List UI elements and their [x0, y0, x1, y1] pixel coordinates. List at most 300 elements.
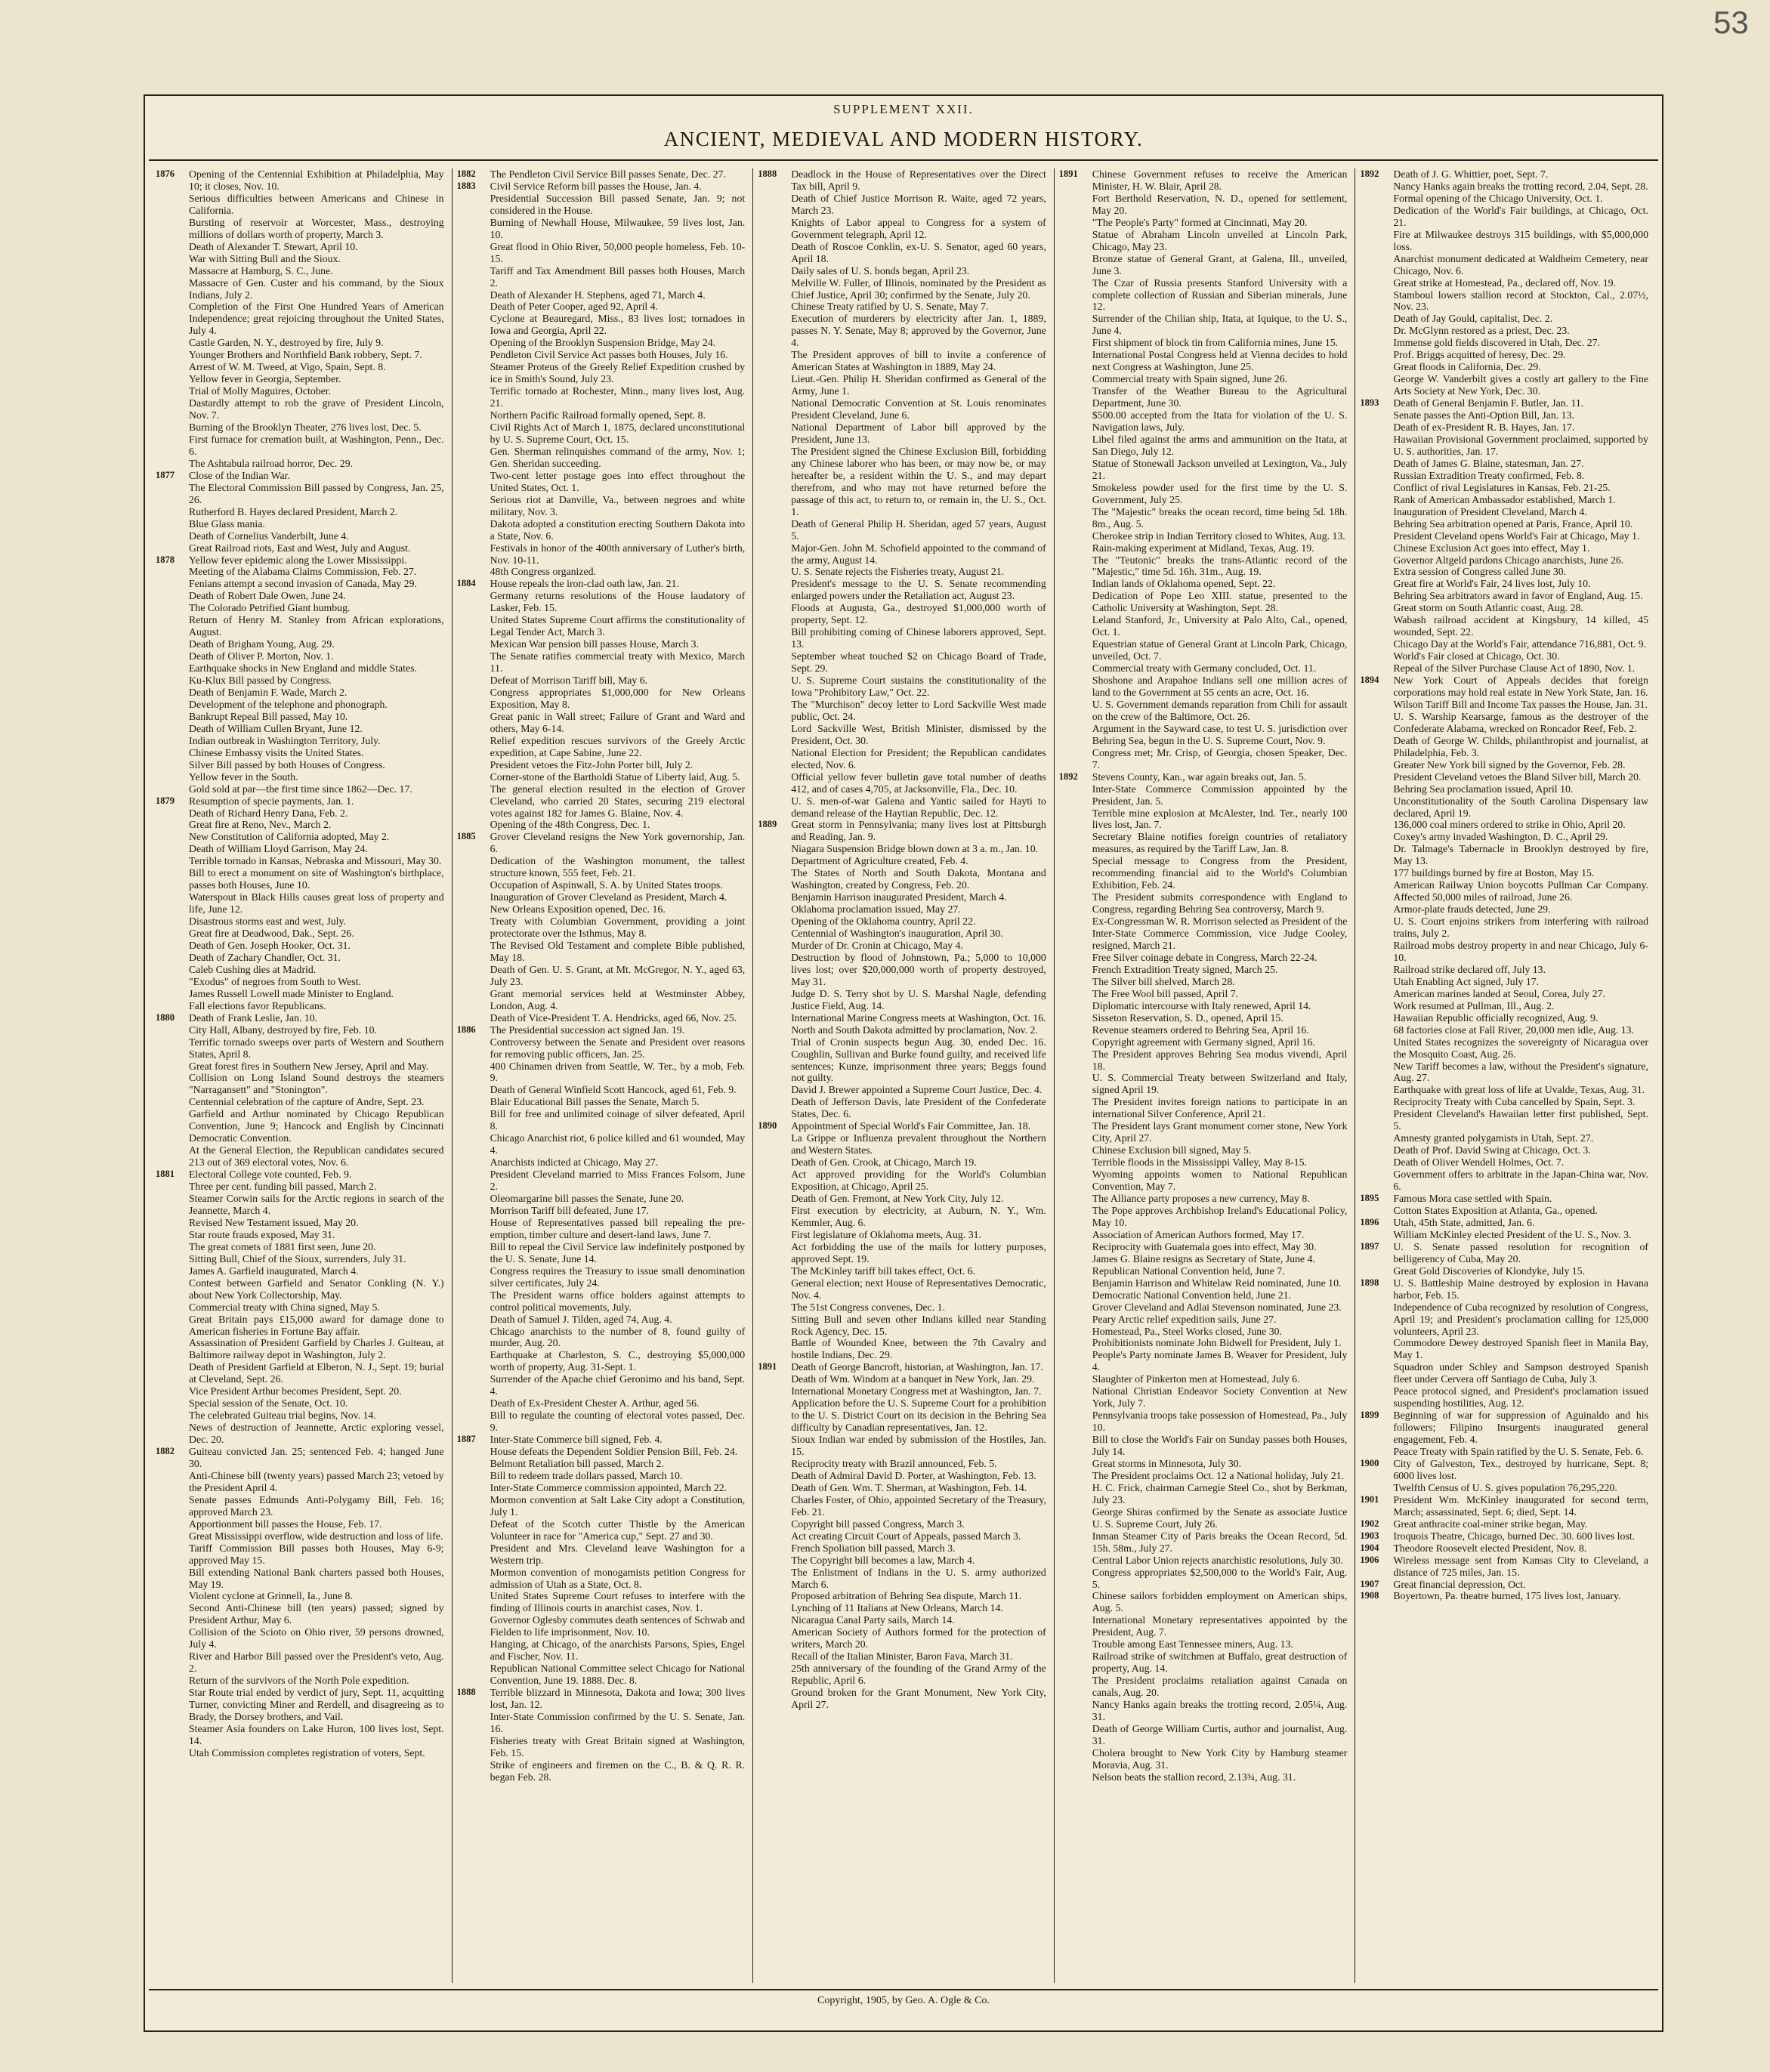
- timeline-entry: [457, 1373, 746, 1397]
- entry-text: Mexican War pension bill passes House, March 3.: [490, 638, 700, 650]
- entry-text: Immense gold fields discovered in Utah, Dec. 27.: [1393, 337, 1600, 349]
- entry-text: President and Mrs. Cleveland leave Washington for a Western trip.: [490, 1542, 746, 1566]
- timeline-entry: [758, 795, 1046, 820]
- entry-text: Chinese Treaty ratified by U. S. Senate, May 7.: [791, 301, 989, 313]
- timeline-entry: [758, 1687, 1046, 1711]
- entry-text: Great forest fires in Southern New Jersey, April and May.: [189, 1060, 429, 1072]
- timeline-entry: [156, 952, 444, 964]
- entry-text: Theodore Roosevelt elected President, Nov. 8.: [1393, 1542, 1587, 1554]
- entry-text: Peace protocol signed, and President's proclamation issued suspending hostilities, Aug. 12.: [1393, 1385, 1648, 1410]
- entry-text: National Department of Labor bill approved by the President, June 13.: [791, 422, 1046, 445]
- timeline-entry: [1360, 229, 1648, 253]
- entry-text: Presidential Succession Bill passed Senate, Jan. 9; not considered in the House.: [490, 192, 746, 216]
- timeline-entry: [1059, 1567, 1348, 1591]
- timeline-entry: [457, 891, 746, 903]
- timeline-entry: [758, 1567, 1046, 1591]
- entry-year: 1887: [456, 1434, 476, 1445]
- entry-text: Repeal of the Silver Purchase Clause Act of 1890, Nov. 1.: [1393, 662, 1636, 675]
- entry-text: The President invites foreign nations to participate in an international Silver Conference, April 21.: [1092, 1096, 1348, 1120]
- timeline-entry: [758, 928, 1046, 940]
- entry-text: National Election for President; the Republican candidates elected, Nov. 6.: [791, 746, 1046, 770]
- entry-text: Democratic National Convention held, June 21.: [1092, 1289, 1292, 1301]
- timeline-entry: [1360, 361, 1648, 373]
- entry-text: Dr. McGlynn restored as a priest, Dec. 23.: [1393, 325, 1570, 337]
- timeline-entry: [156, 361, 444, 373]
- timeline-entry: [457, 1446, 746, 1458]
- entry-text: Gold sold at par—the first time since 1862—Dec. 17.: [189, 783, 412, 795]
- entry-text: Great Gold Discoveries of Klondyke, July 15.: [1393, 1265, 1586, 1277]
- timeline-entry: [156, 1024, 444, 1036]
- entry-text: Armor-plate frauds detected, June 29.: [1393, 903, 1551, 916]
- timeline-entry: [156, 1385, 444, 1397]
- entry-text: Northern Pacific Railroad formally opened, Sept. 8.: [490, 409, 706, 422]
- entry-text: H. C. Frick, chairman Carnegie Steel Co., shot by Berkman, July 23.: [1092, 1481, 1348, 1505]
- timeline-entry: [1059, 891, 1348, 916]
- entry-text: Extra session of Congress called June 30.: [1393, 566, 1567, 578]
- timeline-entry: [1360, 988, 1648, 1000]
- entry-year: 1878: [156, 554, 175, 565]
- timeline-entry: [758, 1314, 1046, 1338]
- entry-year: 1898: [1360, 1277, 1379, 1288]
- timeline-entry: [457, 1241, 746, 1265]
- entry-text: Dedication of Pope Leo XIII. statue, presented to the Catholic University at Washington, Sept. 28.: [1092, 590, 1348, 614]
- timeline-entry: [758, 1626, 1046, 1650]
- timeline-entry: [156, 771, 444, 783]
- entry-text: Great Britain pays £15,000 award for damage done to American fisheries in Fortune Bay affair.: [189, 1313, 444, 1337]
- timeline-entry: [758, 349, 1046, 373]
- timeline-entry: [156, 891, 444, 916]
- timeline-entry: [1360, 1458, 1648, 1482]
- timeline-entry: [156, 1397, 444, 1410]
- timeline-entry: [758, 313, 1046, 349]
- timeline-entry: [1360, 1156, 1648, 1169]
- timeline-entry: [758, 1458, 1046, 1470]
- timeline-entry: [758, 867, 1046, 891]
- timeline-entry: [1360, 422, 1648, 434]
- timeline-entry: [758, 675, 1046, 699]
- timeline-entry: [1059, 1314, 1348, 1326]
- entry-text: Hawaiian Provisional Government proclaimed, supported by U. S. authorities, Jan. 17.: [1393, 433, 1648, 457]
- entry-text: Sisseton Reservation, S. D., opened, April 15.: [1092, 1011, 1283, 1024]
- entry-text: U. S. Senate rejects the Fisheries treaty, August 21.: [791, 566, 1005, 578]
- entry-text: La Grippe or Influenza prevalent throughout the Northern and Western States.: [791, 1132, 1046, 1156]
- entry-text: Star route frauds exposed, May 31.: [189, 1228, 335, 1240]
- timeline-entry: [457, 1759, 746, 1783]
- entry-text: Death of George Bancroft, historian, at Washington, Jan. 17.: [791, 1361, 1043, 1373]
- timeline-entry: [457, 217, 746, 241]
- entry-text: Coxey's army invaded Washington, D. C., April 29.: [1393, 831, 1608, 843]
- entry-text: The President proclaims retaliation against Canada on canals, Aug. 20.: [1092, 1675, 1348, 1699]
- timeline-entry: [156, 723, 444, 735]
- entry-text: International Marine Congress meets at Washington, Oct. 16.: [791, 1011, 1046, 1024]
- entry-year: 1896: [1360, 1216, 1379, 1227]
- entry-text: Deadlock in the House of Representatives over the Direct Tax bill, April 9.: [791, 168, 1046, 192]
- entry-text: The President submits correspondence with England to Congress, regarding Behring Sea controversy, March 9.: [1092, 891, 1348, 916]
- timeline-entry: [156, 482, 444, 506]
- timeline-entry: [156, 1108, 444, 1144]
- entry-text: Fire at Milwaukee destroys 315 buildings, with $5,000,000 loss.: [1393, 228, 1648, 252]
- entry-text: Copyright bill passed Congress, March 3.: [791, 1518, 965, 1530]
- entry-year: 1893: [1360, 397, 1379, 409]
- entry-text: Libel filed against the arms and ammunition on the Itata, at San Diego, July 12.: [1092, 433, 1348, 457]
- entry-text: Surrender of the Chilian ship, Itata, at Iquique, to the U. S., June 4.: [1092, 313, 1348, 337]
- entry-text: Death of Vice-President T. A. Hendricks, aged 66, Nov. 25.: [490, 1011, 737, 1024]
- timeline-entry: [758, 1241, 1046, 1265]
- timeline-entry: [758, 1084, 1046, 1096]
- entry-text: President vetoes the Fitz-John Porter bill, July 2.: [490, 758, 693, 770]
- timeline-entry: [156, 193, 444, 217]
- entry-text: Argument in the Sayward case, to test U. S. jurisdiction over Behring Sea, begun in the U. S. Supreme Court, Nov. 9.: [1092, 722, 1348, 746]
- timeline-entry: [156, 638, 444, 650]
- timeline-entry: [156, 1494, 444, 1518]
- entry-text: Electoral College vote counted, Feb. 9.: [189, 1169, 352, 1181]
- timeline-entry: [1360, 349, 1648, 361]
- entry-text: U. S. men-of-war Galena and Yantic sailed for Hayti to demand release of the Haytian Republic, Dec. 12.: [791, 795, 1046, 819]
- entry-text: Great fire at World's Fair, 24 lives lost, July 10.: [1393, 578, 1591, 590]
- timeline-entry: [156, 1446, 444, 1470]
- entry-text: Death of Brigham Young, Aug. 29.: [189, 638, 335, 650]
- entry-text: Free Silver coinage debate in Congress, March 22-24.: [1092, 951, 1317, 963]
- entry-text: The Czar of Russia presents Stanford University with a complete collection of Russian and Siberian minerals, June 12.: [1092, 276, 1348, 313]
- timeline-entry: [156, 1337, 444, 1361]
- entry-text: Burning of the Brooklyn Theater, 276 lives lost, Dec. 5.: [189, 422, 422, 434]
- timeline-entry: [156, 1241, 444, 1253]
- entry-text: Cherokee strip in Indian Territory closed to Whites, Aug. 13.: [1092, 530, 1345, 542]
- entry-text: Charles Foster, of Ohio, appointed Secretary of the Treasury, Feb. 21.: [791, 1493, 1046, 1518]
- entry-text: Nelson beats the stallion record, 2.13¾, Aug. 31.: [1092, 1771, 1296, 1783]
- timeline-entry: [1360, 759, 1648, 771]
- timeline-entry: [1360, 1229, 1648, 1241]
- timeline-entry: [1360, 205, 1648, 229]
- timeline-entry: [758, 1169, 1046, 1193]
- timeline-entry: [457, 903, 746, 916]
- timeline-entry: [1059, 1747, 1348, 1771]
- timeline-entry: [1059, 349, 1348, 373]
- entry-text: Central Labor Union rejects anarchistic resolutions, July 30.: [1092, 1554, 1343, 1566]
- entry-text: Tariff Commission Bill passes both Houses, May 6-9; approved May 15.: [189, 1542, 444, 1566]
- timeline-entry: [1059, 1699, 1348, 1723]
- entry-text: Utah, 45th State, admitted, Jan. 6.: [1393, 1216, 1535, 1228]
- timeline-entry: [457, 590, 746, 614]
- timeline-entry: [156, 699, 444, 711]
- entry-text: French Spoliation bill passed, March 3.: [791, 1542, 956, 1554]
- entry-text: United States Supreme Court refuses to interfere with the finding of Illinois courts in anarchist cases, Nov. 1.: [490, 1590, 746, 1614]
- timeline-entry: [758, 891, 1046, 903]
- entry-text: Stevens County, Kan., war again breaks out, Jan. 5.: [1092, 770, 1307, 783]
- entry-text: Russian Extradition Treaty confirmed, Feb. 8.: [1393, 469, 1585, 481]
- timeline-entry: [1059, 1590, 1348, 1614]
- entry-text: Death of Roscoe Conklin, ex-U. S. Senator, aged 60 years, April 18.: [791, 240, 1046, 264]
- timeline-entry: [1360, 916, 1648, 940]
- timeline-entry: [457, 1711, 746, 1735]
- timeline-entry: [156, 1361, 444, 1385]
- timeline-entry: [457, 1156, 746, 1169]
- timeline-entry: [758, 903, 1046, 916]
- entry-text: Pendleton Civil Service Act passes both Houses, July 16.: [490, 349, 728, 361]
- timeline-entry: [1059, 385, 1348, 409]
- entry-text: Grover Cleveland and Adlai Stevenson nominated, June 23.: [1092, 1301, 1342, 1313]
- entry-text: Inter-State Commerce bill signed, Feb. 4.: [490, 1434, 663, 1446]
- entry-text: Great financial depression, Oct.: [1393, 1578, 1526, 1590]
- timeline-entry: [1059, 168, 1348, 193]
- entry-text: Chicago anarchists to the number of 8, found guilty of murder, Aug. 20.: [490, 1325, 746, 1349]
- entry-text: Centennial celebration of the capture of Andre, Sept. 23.: [189, 1096, 425, 1108]
- entry-text: American marines landed at Seoul, Corea, July 27.: [1393, 987, 1605, 999]
- timeline-entry: [1360, 566, 1648, 578]
- timeline-entry: [156, 217, 444, 241]
- timeline-entry: [1059, 1458, 1348, 1470]
- timeline-entry: [758, 1156, 1046, 1169]
- entry-text: Death of General Winfield Scott Hancock, aged 61, Feb. 9.: [490, 1084, 737, 1096]
- timeline-entry: [1360, 1302, 1648, 1338]
- timeline-entry: [1059, 1156, 1348, 1169]
- timeline-entry: [1360, 482, 1648, 494]
- entry-text: James A. Garfield inaugurated, March 4.: [189, 1265, 359, 1277]
- entry-text: Sioux Indian war ended by submission of the Hostiles, Jan. 15.: [791, 1434, 1046, 1458]
- timeline-entry: [758, 1385, 1046, 1397]
- timeline-entry: [1360, 1337, 1648, 1361]
- timeline-entry: [457, 1096, 746, 1108]
- timeline-entry: [156, 1302, 444, 1314]
- timeline-entry: [457, 819, 746, 831]
- timeline-entry: [156, 373, 444, 385]
- timeline-entry: [758, 518, 1046, 542]
- timeline-entry: [156, 1590, 444, 1602]
- timeline-entry: [1360, 699, 1648, 711]
- entry-text: Congress appropriates $1,000,000 for New Orleans Exposition, May 8.: [490, 686, 746, 710]
- entry-year: 1885: [456, 831, 476, 842]
- timeline-entry: [758, 650, 1046, 675]
- entry-text: The Pope approves Archbishop Ireland's Educational Policy, May 10.: [1092, 1204, 1348, 1228]
- timeline-entry: [1360, 530, 1648, 542]
- timeline-entry: [457, 361, 746, 385]
- timeline-entry: [1059, 1229, 1348, 1241]
- timeline-entry: [758, 1555, 1046, 1567]
- timeline-entry: [1059, 1302, 1348, 1314]
- entry-text: American Society of Authors formed for the protection of writers, March 20.: [791, 1626, 1046, 1650]
- entry-text: President's message to the U. S. Senate recommending enlarged powers under the Retaliation act, August 23.: [791, 578, 1046, 602]
- timeline-entry: [758, 397, 1046, 422]
- entry-text: James G. Blaine resigns as Secretary of State, June 4.: [1092, 1252, 1315, 1265]
- entry-text: President Cleveland married to Miss Frances Folsom, June 2.: [490, 1169, 746, 1193]
- entry-text: Occupation of Aspinwall, S. A. by United States troops.: [490, 879, 723, 891]
- timeline-entry: [156, 1265, 444, 1277]
- entry-year: 1882: [156, 1446, 175, 1457]
- timeline-entry: [1059, 193, 1348, 217]
- entry-text: Guiteau convicted Jan. 25; sentenced Feb. 4; hanged June 30.: [189, 1446, 444, 1469]
- entry-text: George Shiras confirmed by the Senate as associate Justice U. S. Supreme Court, July 26.: [1092, 1505, 1348, 1530]
- entry-text: Prohibitionists nominate John Bidwell for President, July 1.: [1092, 1337, 1342, 1349]
- entry-text: Nicaragua Canal Party sails, March 14.: [791, 1614, 955, 1626]
- entry-text: Special session of the Senate, Oct. 10.: [189, 1397, 348, 1410]
- entry-text: Bill for free and unlimited coinage of silver defeated, April 8.: [490, 1108, 746, 1132]
- timeline-entry: [156, 542, 444, 554]
- entry-text: President Wm. McKinley inaugurated for second term, March; assassinated, Sept. 6; died, Sept. 14.: [1393, 1493, 1648, 1518]
- entry-text: Death of Oliver P. Morton, Nov. 1.: [189, 650, 334, 662]
- entry-text: The "Teutonic" breaks the trans-Atlantic record of the "Majestic," time 5d. 16h. 31m., Aug. 19.: [1092, 554, 1348, 578]
- entry-text: Dakota adopted a constitution erecting Southern Dakota into a State, Nov. 6.: [490, 517, 746, 542]
- entry-text: David J. Brewer appointed a Supreme Court Justice, Dec. 4.: [791, 1084, 1043, 1096]
- entry-text: Yellow fever in Georgia, September.: [189, 373, 341, 385]
- timeline-entry: [156, 530, 444, 542]
- timeline-entry: [1059, 337, 1348, 349]
- timeline-entry: [156, 241, 444, 253]
- entry-text: Chinese Exclusion bill signed, May 5.: [1092, 1144, 1252, 1156]
- timeline-entry: [1360, 1277, 1648, 1302]
- entry-text: Fenians attempt a second invasion of Canada, May 29.: [189, 578, 417, 590]
- timeline-entry: [457, 675, 746, 687]
- timeline-entry: [1059, 1000, 1348, 1012]
- timeline-entry: [1059, 662, 1348, 675]
- timeline-entry: [156, 1012, 444, 1024]
- entry-text: Controversy between the Senate and President over reasons for removing public officers, Jan. 25.: [490, 1036, 746, 1060]
- timeline-entry: [156, 518, 444, 530]
- timeline-entry: [1360, 964, 1648, 976]
- timeline-entry: [457, 385, 746, 409]
- entry-text: Cotton States Exposition at Atlanta, Ga., opened.: [1393, 1204, 1598, 1216]
- entry-text: Return of Henry M. Stanley from African explorations, August.: [189, 614, 444, 638]
- entry-text: Nancy Hanks again breaks the trotting record, 2.04, Sept. 28.: [1393, 180, 1648, 192]
- entry-text: Republican National Convention held, June 7.: [1092, 1265, 1285, 1277]
- entry-text: Centennial of Washington's inauguration, April 30.: [791, 928, 1003, 940]
- entry-text: U. S. Court enjoins strikers from interfering with railroad trains, July 2.: [1393, 916, 1648, 940]
- timeline-entry: [1360, 819, 1648, 831]
- timeline-entry: [457, 650, 746, 675]
- timeline-entry: [457, 771, 746, 783]
- timeline-column: [1355, 168, 1656, 1983]
- entry-text: The President proclaims Oct. 12 a National holiday, July 21.: [1092, 1469, 1345, 1481]
- entry-text: Dedication of the Washington monument, the tallest structure known, 555 feet, Feb. 21.: [490, 855, 746, 879]
- timeline-entry: [457, 1024, 746, 1036]
- entry-text: International Monetary representatives appointed by the President, Aug. 7.: [1092, 1614, 1348, 1638]
- timeline-entry: [156, 735, 444, 747]
- timeline-entry: [1059, 1675, 1348, 1699]
- entry-text: River and Harbor Bill passed over the President's veto, Aug. 2.: [189, 1650, 444, 1675]
- entry-text: Death of George W. Childs, philanthropist and journalist, at Philadelphia, Feb. 3.: [1393, 734, 1648, 758]
- entry-text: Death of Alexander T. Stewart, April 10.: [189, 240, 358, 252]
- timeline-entry: [1360, 1193, 1648, 1205]
- timeline-entry: [1360, 940, 1648, 964]
- timeline-entry: [1360, 711, 1648, 735]
- entry-text: New Tariff becomes a law, without the President's signature, Aug. 27.: [1393, 1060, 1648, 1084]
- entry-text: Chinese Government refuses to receive the American Minister, H. W. Blair, April 28.: [1092, 168, 1348, 192]
- timeline-entry: [457, 542, 746, 567]
- timeline-entry: [1059, 1036, 1348, 1048]
- entry-text: Terrific tornado sweeps over parts of Western and Southern States, April 8.: [189, 1036, 444, 1060]
- entry-text: Shoshone and Arapahoe Indians sell one million acres of land to the Government at 55 cents an acre, Oct. 16.: [1092, 675, 1348, 698]
- entry-text: Proposed arbitration of Behring Sea dispute, March 11.: [791, 1590, 1022, 1602]
- timeline-entry: [758, 1663, 1046, 1687]
- entry-text: 136,000 coal miners ordered to strike in Ohio, April 20.: [1393, 819, 1626, 831]
- entry-text: Terrible blizzard in Minnesota, Dakota and Iowa; 300 lives lost, Jan. 12.: [490, 1687, 746, 1711]
- entry-text: Vice President Arthur becomes President, Sept. 20.: [189, 1385, 402, 1397]
- entry-text: New Constitution of California adopted, May 2.: [189, 831, 390, 843]
- entry-text: Utah Commission completes registration of voters, Sept.: [189, 1746, 425, 1759]
- entry-text: Death of Gen. Wm. T. Sherman, at Washington, Feb. 14.: [791, 1481, 1027, 1493]
- entry-text: Recall of the Italian Minister, Baron Fava, March 31.: [791, 1650, 1013, 1663]
- entry-text: Festivals in honor of the 400th anniversary of Luther's birth, Nov. 10-11.: [490, 542, 746, 566]
- timeline-entry: [156, 1072, 444, 1096]
- entry-text: "The People's Party" formed at Cincinnati, May 20.: [1092, 216, 1308, 228]
- timeline-entry: [457, 518, 746, 542]
- entry-text: Lord Sackville West, British Minister, dismissed by the President, Oct. 30.: [791, 722, 1046, 746]
- entry-text: Death of Peter Cooper, aged 92, April 4.: [490, 301, 659, 313]
- entry-text: Chicago Anarchist riot, 6 police killed and 61 wounded, May 4.: [490, 1132, 746, 1156]
- entry-year: 1889: [758, 819, 777, 830]
- history-page: [144, 94, 1663, 2032]
- entry-text: Younger Brothers and Northfield Bank robbery, Sept. 7.: [189, 349, 422, 361]
- timeline-entry: [457, 855, 746, 879]
- timeline-entry: [758, 1277, 1046, 1302]
- timeline-entry: [457, 313, 746, 337]
- entry-text: Commercial treaty with China signed, May 5.: [189, 1301, 380, 1313]
- entry-text: Great strike at Homestead, Pa., declared off, Nov. 19.: [1393, 276, 1616, 289]
- entry-text: Chinese Exclusion Act goes into effect, May 1.: [1393, 542, 1590, 554]
- entry-text: At the General Election, the Republican candidates secured 213 out of 369 electoral votes, Nov. 6.: [189, 1144, 444, 1169]
- timeline-entry: [156, 855, 444, 867]
- entry-text: U. S. Supreme Court sustains the constitutionality of the Iowa "Prohibitory Law," Oct. 22.: [791, 675, 1046, 698]
- timeline-entry: [1059, 976, 1348, 988]
- timeline-entry: [457, 614, 746, 638]
- timeline-entry: [758, 940, 1046, 952]
- timeline-entry: [1059, 1434, 1348, 1458]
- timeline-entry: [457, 1687, 746, 1711]
- timeline-entry: [758, 1614, 1046, 1626]
- entry-year: 1884: [456, 578, 476, 589]
- timeline-entry: [758, 1470, 1046, 1482]
- entry-text: Formal opening of the Chicago University, Oct. 1.: [1393, 192, 1603, 204]
- footer-rule: [149, 1989, 1658, 1990]
- timeline-entry: [156, 988, 444, 1000]
- timeline-entry: [156, 976, 444, 988]
- timeline-entry: [1360, 735, 1648, 759]
- entry-text: The Alliance party proposes a new currency, May 8.: [1092, 1193, 1310, 1205]
- entry-text: National Christian Endeavor Society Convention at New York, July 7.: [1092, 1385, 1348, 1410]
- timeline-entry: [758, 542, 1046, 567]
- entry-text: Nancy Hanks again breaks the trotting record, 2.05¼, Aug. 31.: [1092, 1699, 1348, 1722]
- timeline-entry: [156, 650, 444, 662]
- entry-text: Anarchist monument dedicated at Waldheim Cemetery, near Chicago, Nov. 6.: [1393, 252, 1648, 276]
- timeline-entry: [1059, 807, 1348, 832]
- entry-text: Inauguration of President Cleveland, March 4.: [1393, 505, 1587, 517]
- entry-text: Completion of the First One Hundred Years of American Independence; great rejoicing throughout the United States, July 4.: [189, 301, 444, 337]
- timeline-entry: [758, 1397, 1046, 1434]
- timeline-entry: [156, 687, 444, 699]
- entry-text: Indian lands of Oklahoma opened, Sept. 22.: [1092, 578, 1276, 590]
- timeline-entry: [758, 1120, 1046, 1132]
- timeline-entry: [1360, 1132, 1648, 1144]
- entry-year: 1886: [456, 1024, 476, 1035]
- timeline-entry: [1360, 650, 1648, 662]
- timeline-column: [151, 168, 452, 1983]
- entry-text: Major-Gen. John M. Schofield appointed to the command of the army, August 14.: [791, 542, 1046, 566]
- timeline-entry: [457, 1434, 746, 1446]
- supplement-header: SUPPLEMENT XXII.: [833, 102, 974, 116]
- entry-text: Cyclone at Beauregard, Miss., 83 lives lost; tornadoes in Iowa and Georgia, April 22.: [490, 313, 746, 337]
- entry-text: Death of Gen. Joseph Hooker, Oct. 31.: [189, 940, 351, 951]
- entry-text: Application before the U. S. Supreme Court for a prohibition to the U. S. District Court on its decision in the Behring Sea difficulty by Canadian representatives, Jan. 12.: [791, 1397, 1046, 1434]
- timeline-entry: [1059, 1373, 1348, 1385]
- timeline-entry: [1360, 1590, 1648, 1602]
- entry-text: The general election resulted in the election of Grover Cleveland, who carried 20 States, securing 219 electoral votes against 182 for James G. Blaine, Nov. 4.: [490, 783, 746, 819]
- entry-text: Surrender of the Apache chief Geronimo and his band, Sept. 4.: [490, 1373, 746, 1397]
- timeline-entry: [156, 831, 444, 843]
- timeline-entry: [1360, 1144, 1648, 1156]
- timeline-entry: [156, 1422, 444, 1446]
- entry-text: Tariff and Tax Amendment Bill passes both Houses, March 2.: [490, 264, 746, 289]
- entry-text: Stamboul lowers stallion record at Stockton, Cal., 2.07½, Nov. 23.: [1393, 289, 1648, 313]
- entry-text: Peace Treaty with Spain ratified by the U. S. Senate, Feb. 6.: [1393, 1446, 1644, 1458]
